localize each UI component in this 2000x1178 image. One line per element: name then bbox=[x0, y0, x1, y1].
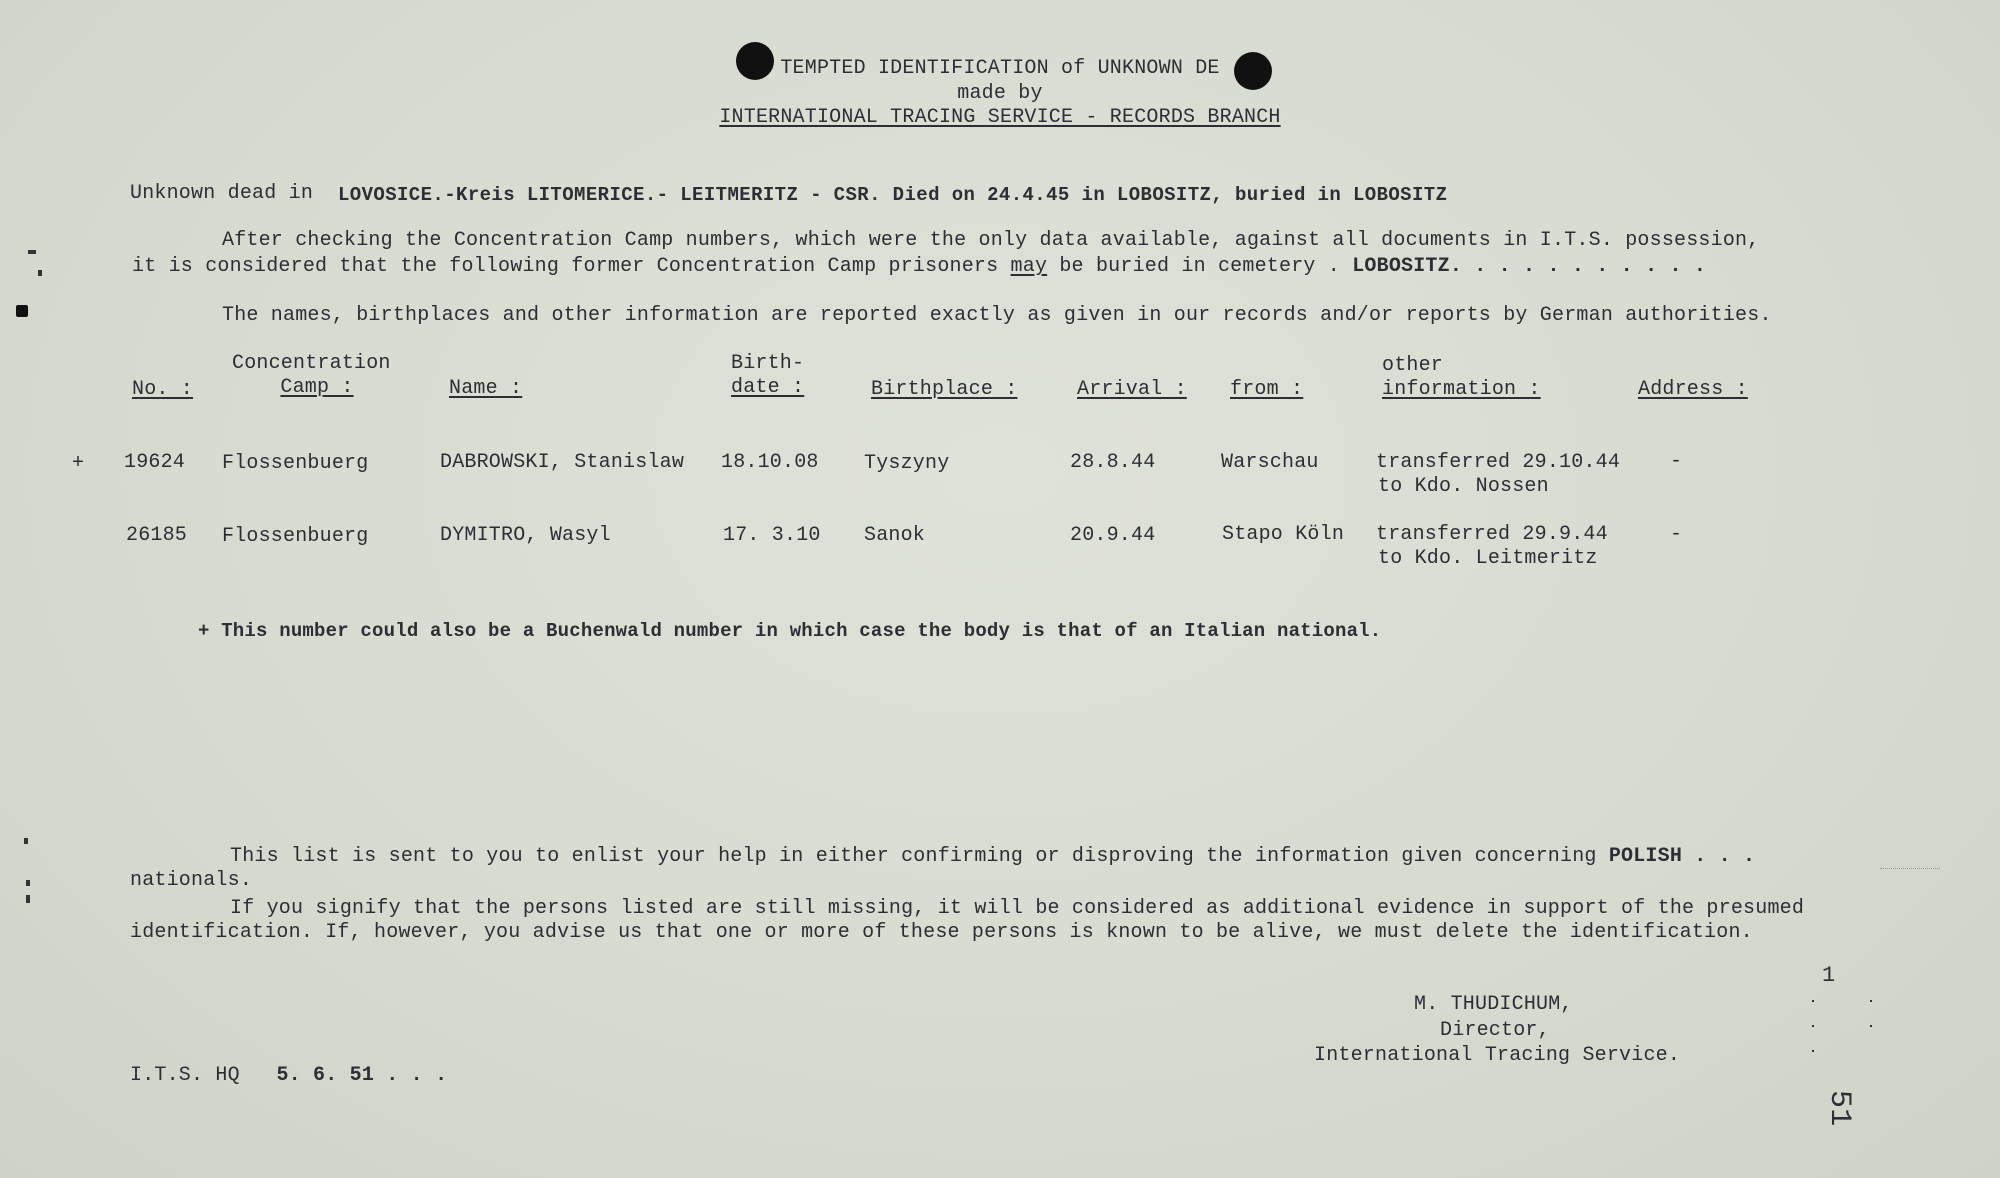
header-title: TEMPTED IDENTIFICATION of UNKNOWN DE bbox=[780, 57, 1220, 80]
row1-birthdate: 18.10.08 bbox=[721, 451, 819, 474]
signature-name: M. THUDICHUM, bbox=[1414, 993, 1573, 1016]
header-name: Name : bbox=[449, 377, 523, 400]
header-other: information : bbox=[1382, 378, 1541, 401]
header-department: INTERNATIONAL TRACING SERVICE - RECORDS BRANCH bbox=[719, 106, 1281, 129]
margin-dots bbox=[1870, 1000, 1872, 1002]
row1-other-line2: to Kdo. Nossen bbox=[1378, 475, 1549, 498]
closing-line2: nationals. bbox=[130, 869, 253, 892]
row1-other-line1: transferred 29.10.44 bbox=[1376, 451, 1621, 474]
margin-mark bbox=[26, 880, 30, 886]
margin-dots bbox=[1812, 1025, 1814, 1027]
cemetery-name: LOBOSITZ. . . . . . . . . . . bbox=[1352, 255, 1707, 278]
names-note: The names, birthplaces and other information are reported exactly as given in our records and/or reports by German authorities. bbox=[222, 304, 1772, 327]
row2-other-line2: to Kdo. Leitmeritz bbox=[1378, 547, 1598, 570]
row2-arrival: 20.9.44 bbox=[1070, 524, 1156, 547]
header-no: No. : bbox=[132, 378, 194, 401]
header-birthplace: Birthplace : bbox=[871, 378, 1018, 401]
row2-birthplace: Sanok bbox=[864, 524, 926, 547]
row1-address: - bbox=[1670, 450, 1683, 473]
margin-mark bbox=[24, 838, 28, 844]
header-camp: Camp : bbox=[280, 376, 354, 399]
intro-paragraph-line2-pre: it is considered that the following former Concentration Camp prisoners bbox=[132, 255, 999, 278]
closing-line3: If you signify that the persons listed are still missing, it will be considered as additional evidence in support of the presumed bbox=[230, 897, 1805, 920]
footer-ref-label: I.T.S. HQ bbox=[130, 1064, 240, 1087]
header-birthdate: date : bbox=[731, 376, 805, 399]
row2-from: Stapo Köln bbox=[1222, 523, 1345, 546]
unknown-dead-label: Unknown dead in bbox=[130, 182, 314, 205]
signature-title: Director, bbox=[1440, 1019, 1550, 1042]
row-marker: + bbox=[72, 452, 85, 475]
header-address: Address : bbox=[1638, 378, 1748, 401]
header-from: from : bbox=[1230, 378, 1304, 401]
header-camp-top: Concentration bbox=[232, 352, 391, 375]
closing-nationality: POLISH . . . bbox=[1608, 845, 1756, 868]
margin-mark bbox=[28, 250, 36, 254]
row2-no: 26185 bbox=[126, 524, 188, 547]
intro-paragraph-may: may bbox=[1010, 255, 1048, 278]
margin-mark bbox=[38, 270, 42, 276]
row2-address: - bbox=[1670, 523, 1683, 546]
row1-name: DABROWSKI, Stanislaw bbox=[440, 451, 685, 474]
row1-no: 19624 bbox=[124, 451, 186, 474]
dotted-leader bbox=[1880, 868, 1940, 869]
margin-dots bbox=[1812, 1000, 1814, 1002]
closing-line4: identification. If, however, you advise us that one or more of these persons is known to be alive, we must delete the identification. bbox=[130, 921, 1753, 944]
footer-ref bbox=[130, 1065, 447, 1087]
row1-birthplace: Tyszyny bbox=[864, 452, 950, 475]
header-birthdate-top: Birth- bbox=[731, 352, 805, 375]
row2-camp: Flossenbuerg bbox=[222, 525, 369, 548]
signature-org: International Tracing Service. bbox=[1314, 1044, 1681, 1067]
row1-from: Warschau bbox=[1221, 451, 1319, 474]
margin-number-bottom: 51 bbox=[1822, 1090, 1856, 1127]
closing-line1-text: This list is sent to you to enlist your help in either confirming or disproving the information given concerning bbox=[230, 845, 1597, 868]
intro-paragraph-line1: After checking the Concentration Camp numbers, which were the only data available, against all documents in I.T.S. possession, bbox=[222, 229, 1760, 252]
row2-name: DYMITRO, Wasyl bbox=[440, 524, 611, 547]
margin-dots bbox=[1870, 1025, 1872, 1027]
row1-arrival: 28.8.44 bbox=[1070, 451, 1156, 474]
footer-ref-date: 5. 6. 51 . . . bbox=[276, 1064, 448, 1087]
row1-camp: Flossenbuerg bbox=[222, 452, 369, 475]
header-other-top: other bbox=[1382, 354, 1444, 377]
unknown-dead-location: LOVOSICE.-Kreis LITOMERICE.- LEITMERITZ - CSR. Died on 24.4.45 in LOBOSITZ, buried in LOBOSITZ bbox=[338, 184, 1448, 206]
margin-number-top: 1 bbox=[1822, 963, 1836, 988]
margin-dots bbox=[1812, 1050, 1814, 1052]
header-arrival: Arrival : bbox=[1077, 378, 1187, 401]
margin-mark bbox=[16, 305, 28, 317]
footnote: + This number could also be a Buchenwald number in which case the body is that of an Italian national. bbox=[198, 620, 1382, 642]
row2-other-line1: transferred 29.9.44 bbox=[1376, 523, 1608, 546]
header-made-by: made by bbox=[957, 82, 1043, 105]
row2-birthdate: 17. 3.10 bbox=[723, 524, 821, 547]
intro-paragraph-line2-post: be buried in cemetery . bbox=[1059, 255, 1341, 278]
closing-line1 bbox=[230, 846, 1755, 868]
margin-mark bbox=[26, 895, 30, 903]
intro-paragraph-line2 bbox=[132, 256, 1706, 278]
